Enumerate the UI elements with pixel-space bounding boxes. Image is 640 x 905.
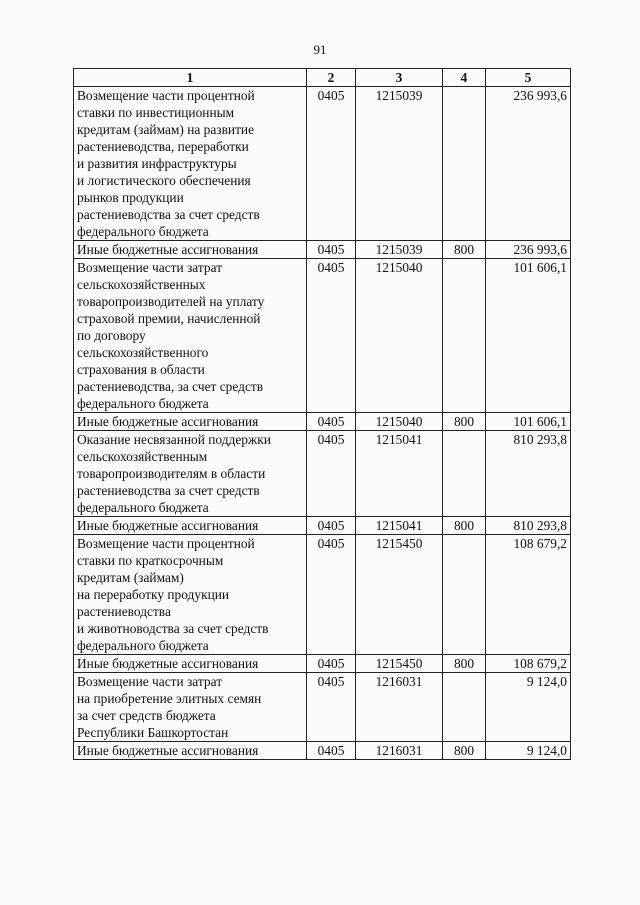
table-row [74, 535, 571, 655]
amount-cell: 9 124,0 [486, 673, 571, 742]
table-row [74, 241, 571, 259]
row-name-line: Возмещение части затрат [77, 674, 223, 689]
row-name-cell [74, 413, 307, 431]
row-name-line: за счет средств бюджета [77, 708, 216, 723]
target-code-cell: 1215450 [356, 535, 443, 655]
row-name-line: федерального бюджета [77, 500, 209, 515]
table-row [74, 87, 571, 241]
row-name-line: ставки по краткосрочным [77, 553, 224, 568]
row-name-line: и развития инфраструктуры [77, 156, 237, 171]
column-header-section: 2 [307, 69, 356, 87]
header-row [74, 69, 571, 87]
table-row [74, 259, 571, 413]
section-code-cell: 0405 [307, 259, 356, 413]
amount-cell: 236 993,6 [486, 241, 571, 259]
section-code-cell: 0405 [307, 535, 356, 655]
row-name-line: страхования в области [77, 362, 205, 377]
row-name-line: и животноводства за счет средств [77, 621, 269, 636]
row-name-line: Иные бюджетные ассигнования [77, 242, 259, 257]
row-name-line: товаропроизводителям в области [77, 466, 266, 481]
row-name-line: Иные бюджетные ассигнования [77, 518, 259, 533]
row-name-line: Оказание несвязанной поддержки [77, 432, 271, 447]
column-header-name: 1 [74, 69, 307, 87]
section-code-cell: 0405 [307, 87, 356, 241]
amount-cell: 236 993,6 [486, 87, 571, 241]
column-header-amount: 5 [486, 69, 571, 87]
row-name-line: сельскохозяйственного [77, 345, 209, 360]
row-name-line: кредитам (займам) [77, 570, 184, 585]
target-code-cell: 1215040 [356, 259, 443, 413]
expense-type-cell [443, 259, 486, 413]
row-name-line: Иные бюджетные ассигнования [77, 414, 259, 429]
expense-type-cell [443, 673, 486, 742]
table-row [74, 413, 571, 431]
target-code-cell: 1215041 [356, 431, 443, 517]
row-name-line: Иные бюджетные ассигнования [77, 743, 259, 758]
expense-type-cell: 800 [443, 517, 486, 535]
row-name-line: на приобретение элитных семян [77, 691, 262, 706]
row-name-line: ставки по инвестиционным [77, 105, 235, 120]
table-row [74, 431, 571, 517]
row-name-cell [74, 655, 307, 673]
expense-type-cell [443, 87, 486, 241]
row-name-line: по договору [77, 328, 146, 343]
row-name-line: кредитам (займам) на развитие [77, 122, 255, 137]
amount-cell: 101 606,1 [486, 259, 571, 413]
amount-cell: 810 293,8 [486, 431, 571, 517]
table-header [74, 69, 571, 87]
row-name-line: рынков продукции [77, 190, 184, 205]
section-code-cell: 0405 [307, 742, 356, 760]
amount-cell: 108 679,2 [486, 655, 571, 673]
table-body [74, 87, 571, 760]
amount-cell: 810 293,8 [486, 517, 571, 535]
expense-type-cell: 800 [443, 241, 486, 259]
expense-type-cell: 800 [443, 742, 486, 760]
target-code-cell: 1215040 [356, 413, 443, 431]
table-row [74, 517, 571, 535]
row-name-line: страховой премии, начисленной [77, 311, 261, 326]
amount-cell: 108 679,2 [486, 535, 571, 655]
row-name-line: Возмещение части затрат [77, 260, 223, 275]
row-name-cell [74, 517, 307, 535]
target-code-cell: 1216031 [356, 742, 443, 760]
expense-type-cell [443, 535, 486, 655]
table-row [74, 673, 571, 742]
row-name-cell [74, 742, 307, 760]
target-code-cell: 1215039 [356, 87, 443, 241]
row-name-cell [74, 431, 307, 517]
row-name-line: растениеводства за счет средств [77, 207, 260, 222]
expense-type-cell: 800 [443, 413, 486, 431]
target-code-cell: 1215450 [356, 655, 443, 673]
page-number: 91 [313, 42, 327, 57]
row-name-line: федерального бюджета [77, 396, 209, 411]
section-code-cell: 0405 [307, 431, 356, 517]
row-name-line: федерального бюджета [77, 224, 209, 239]
row-name-cell [74, 673, 307, 742]
row-name-line: растениеводства, за счет средств [77, 379, 264, 394]
row-name-cell [74, 241, 307, 259]
row-name-line: Иные бюджетные ассигнования [77, 656, 259, 671]
row-name-line: сельскохозяйственных [77, 277, 206, 292]
section-code-cell: 0405 [307, 655, 356, 673]
column-header-expense: 4 [443, 69, 486, 87]
row-name-line: Возмещение части процентной [77, 88, 255, 103]
row-name-line: федерального бюджета [77, 638, 209, 653]
table-row [74, 655, 571, 673]
row-name-cell [74, 535, 307, 655]
table-row [74, 742, 571, 760]
row-name-line: растениеводства [77, 604, 171, 619]
row-name-cell [74, 87, 307, 241]
row-name-line: товаропроизводителей на уплату [77, 294, 265, 309]
row-name-line: и логистического обеспечения [77, 173, 251, 188]
amount-cell: 9 124,0 [486, 742, 571, 760]
expense-type-cell: 800 [443, 655, 486, 673]
row-name-line: на переработку продукции [77, 587, 230, 602]
budget-table [73, 68, 571, 760]
section-code-cell: 0405 [307, 241, 356, 259]
expense-type-cell [443, 431, 486, 517]
amount-cell: 101 606,1 [486, 413, 571, 431]
row-name-line: Республики Башкортостан [77, 725, 229, 740]
target-code-cell: 1216031 [356, 673, 443, 742]
section-code-cell: 0405 [307, 673, 356, 742]
row-name-line: Возмещение части процентной [77, 536, 255, 551]
row-name-cell [74, 259, 307, 413]
row-name-line: сельскохозяйственным [77, 449, 208, 464]
row-name-line: растениеводства, переработки [77, 139, 249, 154]
section-code-cell: 0405 [307, 517, 356, 535]
target-code-cell: 1215041 [356, 517, 443, 535]
target-code-cell: 1215039 [356, 241, 443, 259]
column-header-target: 3 [356, 69, 443, 87]
row-name-line: растениеводства за счет средств [77, 483, 260, 498]
section-code-cell: 0405 [307, 413, 356, 431]
